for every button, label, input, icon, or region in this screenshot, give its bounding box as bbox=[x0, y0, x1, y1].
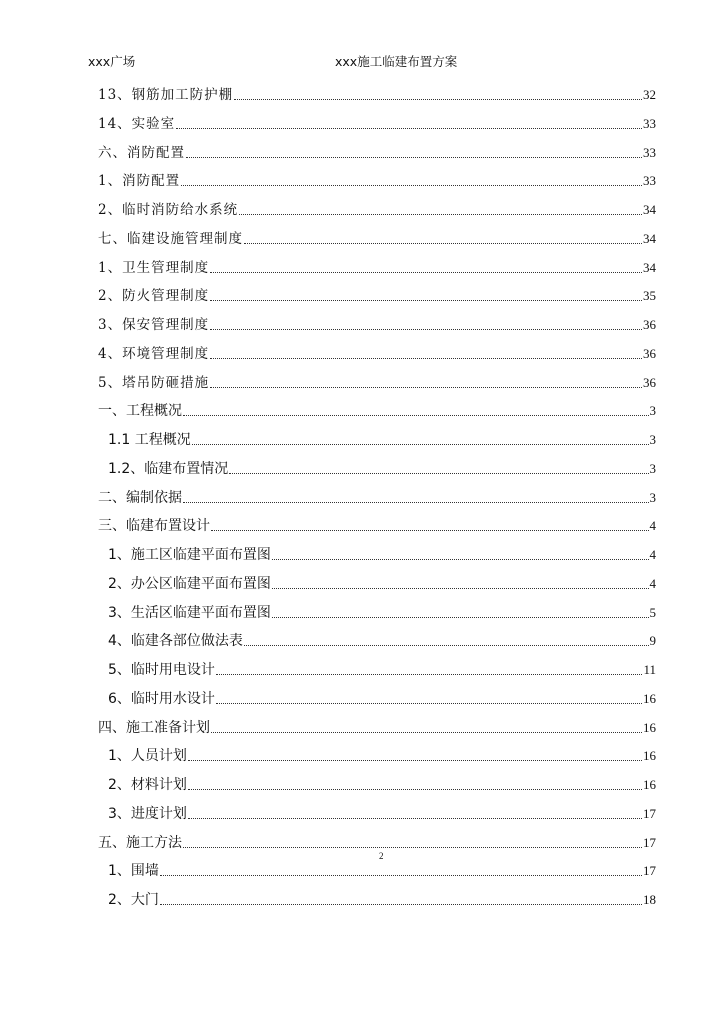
toc-entry-page-number: 16 bbox=[643, 748, 656, 764]
toc-entry[interactable] bbox=[0, 370, 724, 392]
toc-leader-dots bbox=[216, 674, 643, 675]
toc-leader-dots bbox=[272, 559, 649, 560]
header-left-title: xxx广场 bbox=[88, 54, 136, 69]
toc-entry-label: 5、塔吊防砸措施 bbox=[98, 374, 210, 391]
toc-entry[interactable] bbox=[0, 168, 724, 190]
toc-leader-dots bbox=[272, 617, 649, 618]
toc-entry-label: 2、办公区临建平面布置图 bbox=[108, 575, 271, 592]
toc-entry-line bbox=[108, 542, 656, 564]
toc-entry-line bbox=[108, 628, 656, 650]
toc-entry[interactable] bbox=[0, 628, 724, 650]
toc-entry[interactable] bbox=[0, 140, 724, 162]
header-document-title: xxx施工临建布置方案 bbox=[335, 54, 458, 69]
toc-entry-line bbox=[108, 801, 656, 823]
toc-entry[interactable] bbox=[0, 858, 724, 880]
toc-leader-dots bbox=[210, 387, 642, 388]
toc-leader-dots bbox=[183, 415, 649, 416]
toc-entry-page-number: 16 bbox=[643, 719, 656, 735]
toc-entry-label: 4、环境管理制度 bbox=[98, 345, 210, 362]
toc-entry-label: 3、进度计划 bbox=[108, 805, 187, 822]
toc-entry[interactable] bbox=[0, 571, 724, 593]
toc-entry-line bbox=[98, 830, 656, 852]
toc-entry[interactable] bbox=[0, 82, 724, 104]
toc-entry-line bbox=[98, 341, 656, 363]
toc-entry-page-number: 4 bbox=[649, 575, 656, 591]
toc-entry[interactable] bbox=[0, 513, 724, 535]
toc-entry-label: 一、工程概况 bbox=[98, 403, 182, 420]
toc-entry-line bbox=[108, 657, 656, 679]
toc-entry-label: 1、消防配置 bbox=[98, 173, 181, 190]
toc-entry-page-number: 36 bbox=[643, 345, 656, 361]
toc-entry[interactable] bbox=[0, 686, 724, 708]
toc-leader-dots bbox=[244, 645, 649, 646]
toc-entry-label: 六、消防配置 bbox=[98, 144, 185, 161]
toc-entry-label: 6、临时用水设计 bbox=[108, 690, 215, 707]
toc-entry-line bbox=[98, 140, 656, 162]
toc-entry-label: 二、编制依据 bbox=[98, 489, 182, 506]
toc-entry-page-number: 4 bbox=[649, 518, 656, 534]
toc-leader-dots bbox=[160, 875, 642, 876]
toc-leader-dots bbox=[210, 300, 642, 301]
toc-entry-line bbox=[98, 197, 656, 219]
toc-entry-page-number: 17 bbox=[643, 863, 656, 879]
toc-leader-dots bbox=[181, 185, 642, 186]
toc-leader-dots bbox=[244, 243, 642, 244]
toc-entry-page-number: 4 bbox=[649, 547, 656, 562]
toc-entry-label: 1.2、临建布置情况 bbox=[108, 460, 229, 477]
toc-entry-label: 2、防火管理制度 bbox=[98, 288, 210, 305]
toc-entry-line bbox=[98, 111, 656, 133]
toc-entry-line bbox=[98, 513, 656, 535]
toc-entry-page-number: 3 bbox=[649, 432, 656, 447]
toc-leader-dots bbox=[176, 128, 642, 129]
toc-entry-label: 1、围墙 bbox=[108, 863, 159, 880]
toc-entry-page-number: 9 bbox=[649, 633, 656, 649]
toc-entry-line bbox=[98, 485, 656, 507]
toc-leader-dots bbox=[216, 703, 642, 704]
toc-entry-line bbox=[98, 398, 656, 420]
toc-leader-dots bbox=[192, 444, 649, 445]
toc-leader-dots bbox=[188, 789, 642, 790]
toc-entry-label: 4、临建各部位做法表 bbox=[108, 633, 243, 650]
toc-entry[interactable] bbox=[0, 398, 724, 420]
toc-entry-label: 七、临建设施管理制度 bbox=[98, 230, 243, 247]
toc-entry[interactable] bbox=[0, 600, 724, 622]
toc-entry-page-number: 36 bbox=[643, 374, 656, 390]
toc-entry-page-number: 17 bbox=[643, 805, 656, 821]
toc-entry[interactable] bbox=[0, 743, 724, 765]
toc-entry[interactable] bbox=[0, 312, 724, 334]
toc-entry-label: 1、人员计划 bbox=[108, 748, 187, 765]
toc-entry-line bbox=[108, 858, 656, 880]
toc-entry-page-number: 33 bbox=[643, 144, 656, 160]
toc-entry-line bbox=[98, 715, 656, 737]
toc-entry-page-number: 16 bbox=[643, 690, 656, 706]
toc-entry-line bbox=[98, 255, 656, 277]
toc-entry-page-number: 17 bbox=[643, 834, 656, 850]
toc-leader-dots bbox=[210, 358, 642, 359]
toc-leader-dots bbox=[183, 502, 649, 503]
toc-entry-page-number: 34 bbox=[643, 259, 656, 275]
toc-entry-page-number: 34 bbox=[643, 202, 656, 217]
toc-entry-line bbox=[108, 456, 656, 478]
toc-leader-dots bbox=[188, 760, 642, 761]
toc-entry-line bbox=[108, 427, 656, 449]
toc-leader-dots bbox=[272, 588, 649, 589]
toc-entry-page-number: 5 bbox=[649, 604, 656, 620]
toc-entry[interactable] bbox=[0, 715, 724, 737]
toc-leader-dots bbox=[211, 732, 642, 733]
toc-entry[interactable] bbox=[0, 485, 724, 507]
toc-entry-label: 2、临时消防给水系统 bbox=[98, 202, 239, 218]
toc-entry-label: 3、保安管理制度 bbox=[98, 317, 210, 333]
toc-entry-label: 13、钢筋加工防护棚 bbox=[98, 87, 234, 103]
toc-entry-line bbox=[108, 571, 656, 593]
toc-entry[interactable] bbox=[0, 657, 724, 679]
toc-entry-label: 五、施工方法 bbox=[98, 834, 182, 851]
toc-entry-line bbox=[108, 600, 656, 622]
toc-entry-page-number: 16 bbox=[643, 777, 656, 792]
toc-entry-line bbox=[98, 168, 656, 190]
toc-leader-dots bbox=[160, 904, 642, 905]
toc-entry[interactable] bbox=[0, 226, 724, 248]
toc-leader-dots bbox=[211, 530, 649, 531]
toc-entry[interactable] bbox=[0, 772, 724, 794]
toc-leader-dots bbox=[229, 473, 648, 474]
toc-entry-page-number: 32 bbox=[643, 87, 656, 102]
toc-entry-line bbox=[98, 283, 656, 305]
toc-entry-page-number: 33 bbox=[643, 173, 656, 189]
toc-entry-page-number: 33 bbox=[643, 115, 656, 131]
toc-entry-label: 四、施工准备计划 bbox=[98, 719, 210, 736]
toc-entry-line bbox=[108, 772, 656, 794]
toc-entry-label: 1、施工区临建平面布置图 bbox=[108, 547, 271, 563]
toc-leader-dots bbox=[186, 157, 642, 158]
toc-entry[interactable] bbox=[0, 830, 724, 852]
toc-entry-label: 1.1 工程概况 bbox=[108, 432, 191, 448]
toc-entry-page-number: 36 bbox=[643, 317, 656, 332]
page-number: 2 bbox=[379, 851, 384, 861]
toc-entry[interactable] bbox=[0, 887, 724, 909]
toc-entry-label: 2、大门 bbox=[108, 892, 159, 908]
toc-entry[interactable] bbox=[0, 801, 724, 823]
toc-leader-dots bbox=[210, 272, 642, 273]
toc-entry[interactable] bbox=[0, 111, 724, 133]
toc-entry-page-number: 3 bbox=[649, 403, 656, 419]
toc-leader-dots bbox=[234, 99, 642, 100]
toc-entry-page-number: 3 bbox=[649, 460, 656, 476]
toc-entry-label: 14、实验室 bbox=[98, 115, 176, 132]
toc-entry-label: 1、卫生管理制度 bbox=[98, 259, 210, 276]
toc-entry-line bbox=[98, 226, 656, 248]
toc-entry-page-number: 3 bbox=[649, 489, 656, 505]
toc-leader-dots bbox=[239, 214, 642, 215]
toc-entry-label: 三、临建布置设计 bbox=[98, 518, 210, 535]
toc-entry-label: 2、材料计划 bbox=[108, 777, 187, 793]
toc-leader-dots bbox=[188, 818, 642, 819]
toc-entry[interactable] bbox=[0, 255, 724, 277]
toc-entry-line bbox=[98, 82, 656, 104]
toc-leader-dots bbox=[210, 329, 642, 330]
toc-entry-page-number: 18 bbox=[643, 892, 656, 907]
toc-entry[interactable] bbox=[0, 341, 724, 363]
toc-entry-line bbox=[108, 686, 656, 708]
toc-entry-label: 5、临时用电设计 bbox=[108, 662, 215, 678]
toc-entry[interactable] bbox=[0, 197, 724, 219]
toc-entry[interactable] bbox=[0, 427, 724, 449]
toc-entry-page-number: 11 bbox=[643, 662, 656, 677]
toc-leader-dots bbox=[183, 847, 642, 848]
toc-entry[interactable] bbox=[0, 283, 724, 305]
toc-entry-line bbox=[108, 887, 656, 909]
toc-entry-line bbox=[98, 312, 656, 334]
toc-entry[interactable] bbox=[0, 542, 724, 564]
toc-entry-page-number: 34 bbox=[643, 230, 656, 246]
toc-entry-line bbox=[98, 370, 656, 392]
toc-entry-line bbox=[108, 743, 656, 765]
toc-entry[interactable] bbox=[0, 456, 724, 478]
toc-entry-page-number: 35 bbox=[643, 288, 656, 304]
toc-entry-label: 3、生活区临建平面布置图 bbox=[108, 604, 271, 621]
